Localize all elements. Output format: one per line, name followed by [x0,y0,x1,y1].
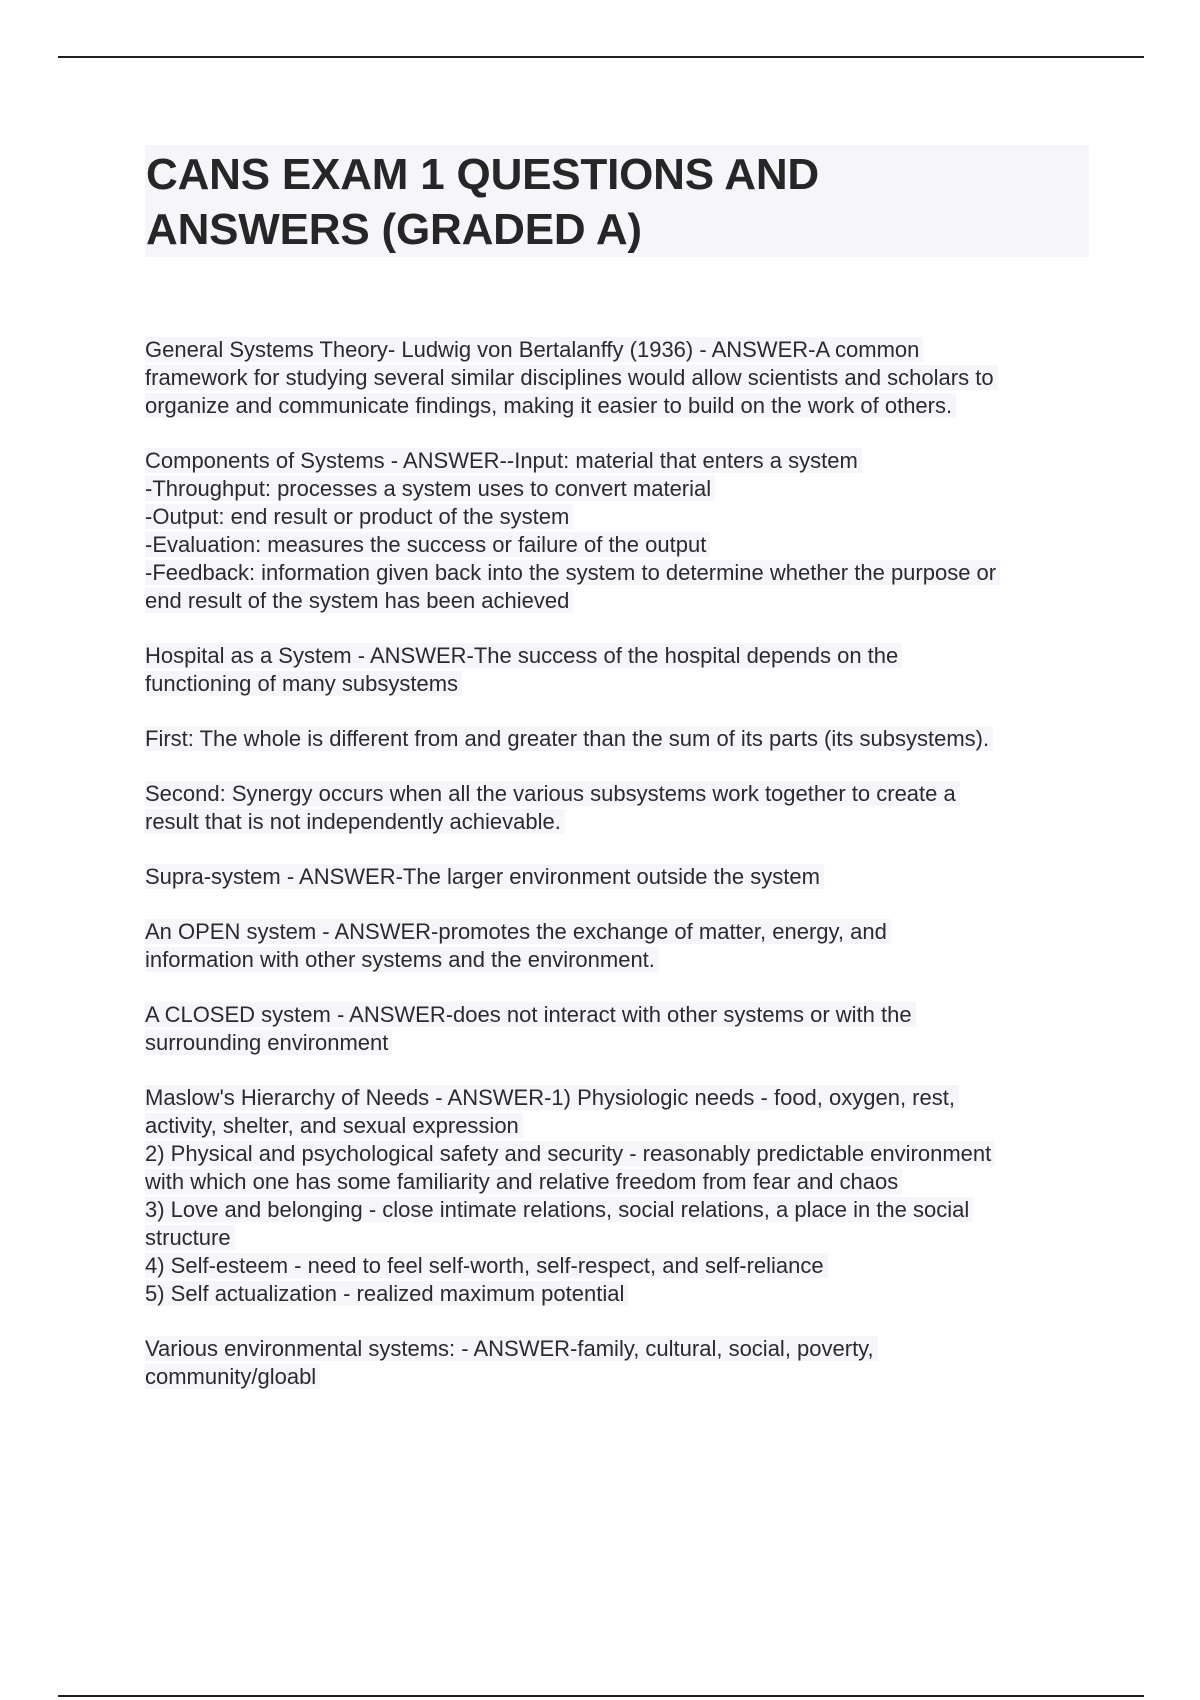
qa-text: 5) Self actualization - realized maximum potential [145,1281,628,1306]
qa-text-line [145,447,1085,475]
qa-text-line [145,531,1085,559]
qa-entry [145,642,1085,698]
qa-text: Components of Systems - ANSWER--Input: material that enters a system [145,448,862,473]
qa-entry [145,1084,1085,1308]
qa-text-line [145,1363,1085,1391]
qa-text-line [145,642,1085,670]
qa-text-line [145,1029,1085,1057]
qa-text-line [145,808,1085,836]
qa-text: with which one has some familiarity and relative freedom from fear and chaos [145,1169,902,1194]
qa-text-line [145,1084,1085,1112]
qa-text: General Systems Theory- Ludwig von Bertalanffy (1936) - ANSWER-A common [145,337,923,362]
qa-text: A CLOSED system - ANSWER-does not interact with other systems or with the [145,1002,916,1027]
qa-text-line [145,1252,1085,1280]
top-rule [58,56,1144,58]
qa-text-line [145,364,1085,392]
qa-text-line [145,670,1085,698]
qa-text: Supra-system - ANSWER-The larger environment outside the system [145,864,824,889]
qa-entry [145,725,1085,753]
qa-text-line [145,1112,1085,1140]
qa-text-line [145,559,1085,587]
qa-text: community/gloabl [145,1364,320,1389]
qa-text-line [145,918,1085,946]
qa-text-line [145,1335,1085,1363]
qa-text-line [145,475,1085,503]
qa-entry [145,336,1085,420]
qa-text: Various environmental systems: - ANSWER-family, cultural, social, poverty, [145,1336,878,1361]
qa-text: Maslow's Hierarchy of Needs - ANSWER-1) Physiologic needs - food, oxygen, rest, [145,1085,959,1110]
qa-text-line [145,392,1085,420]
qa-text-line [145,1196,1085,1224]
qa-list [145,336,1085,1418]
qa-entry [145,447,1085,615]
qa-text: -Feedback: information given back into the system to determine whether the purpose or [145,560,1000,585]
qa-text-line [145,1168,1085,1196]
qa-text-line [145,946,1085,974]
title-line: ANSWERS (GRADED A) [146,205,642,254]
qa-text-line [145,1224,1085,1252]
page-title [146,147,1086,257]
qa-text-line [145,503,1085,531]
qa-entry [145,918,1085,974]
qa-entry [145,1335,1085,1391]
qa-text: end result of the system has been achieved [145,588,573,613]
qa-text: 4) Self-esteem - need to feel self-worth, self-respect, and self-reliance [145,1253,828,1278]
qa-text: structure [145,1225,235,1250]
qa-text-line [145,1001,1085,1029]
qa-text-line [145,1140,1085,1168]
qa-text: activity, shelter, and sexual expression [145,1113,523,1138]
qa-text: framework for studying several similar disciplines would allow scientists and scholars to [145,365,998,390]
qa-text: functioning of many subsystems [145,671,462,696]
bottom-rule [58,1695,1144,1697]
qa-text: surrounding environment [145,1030,392,1055]
qa-text: information with other systems and the environment. [145,947,659,972]
qa-text-line [145,1280,1085,1308]
title-line: CANS EXAM 1 QUESTIONS AND [146,150,820,199]
qa-entry [145,780,1085,836]
qa-text: An OPEN system - ANSWER-promotes the exchange of matter, energy, and [145,919,891,944]
qa-entry [145,1001,1085,1057]
qa-text: organize and communicate findings, making it easier to build on the work of others. [145,393,956,418]
qa-text: Hospital as a System - ANSWER-The success of the hospital depends on the [145,643,902,668]
qa-text: First: The whole is different from and greater than the sum of its parts (its subsystems). [145,726,993,751]
qa-text: 3) Love and belonging - close intimate relations, social relations, a place in the social [145,1197,973,1222]
qa-text-line [145,587,1085,615]
qa-text: -Output: end result or product of the system [145,504,573,529]
qa-text-line [145,336,1085,364]
qa-text-line [145,725,1085,753]
qa-text: 2) Physical and psychological safety and security - reasonably predictable environment [145,1141,995,1166]
qa-text: -Throughput: processes a system uses to convert material [145,476,715,501]
qa-text-line [145,863,1085,891]
qa-entry [145,863,1085,891]
qa-text: Second: Synergy occurs when all the various subsystems work together to create a [145,781,960,806]
qa-text: result that is not independently achievable. [145,809,565,834]
qa-text-line [145,780,1085,808]
qa-text: -Evaluation: measures the success or failure of the output [145,532,710,557]
